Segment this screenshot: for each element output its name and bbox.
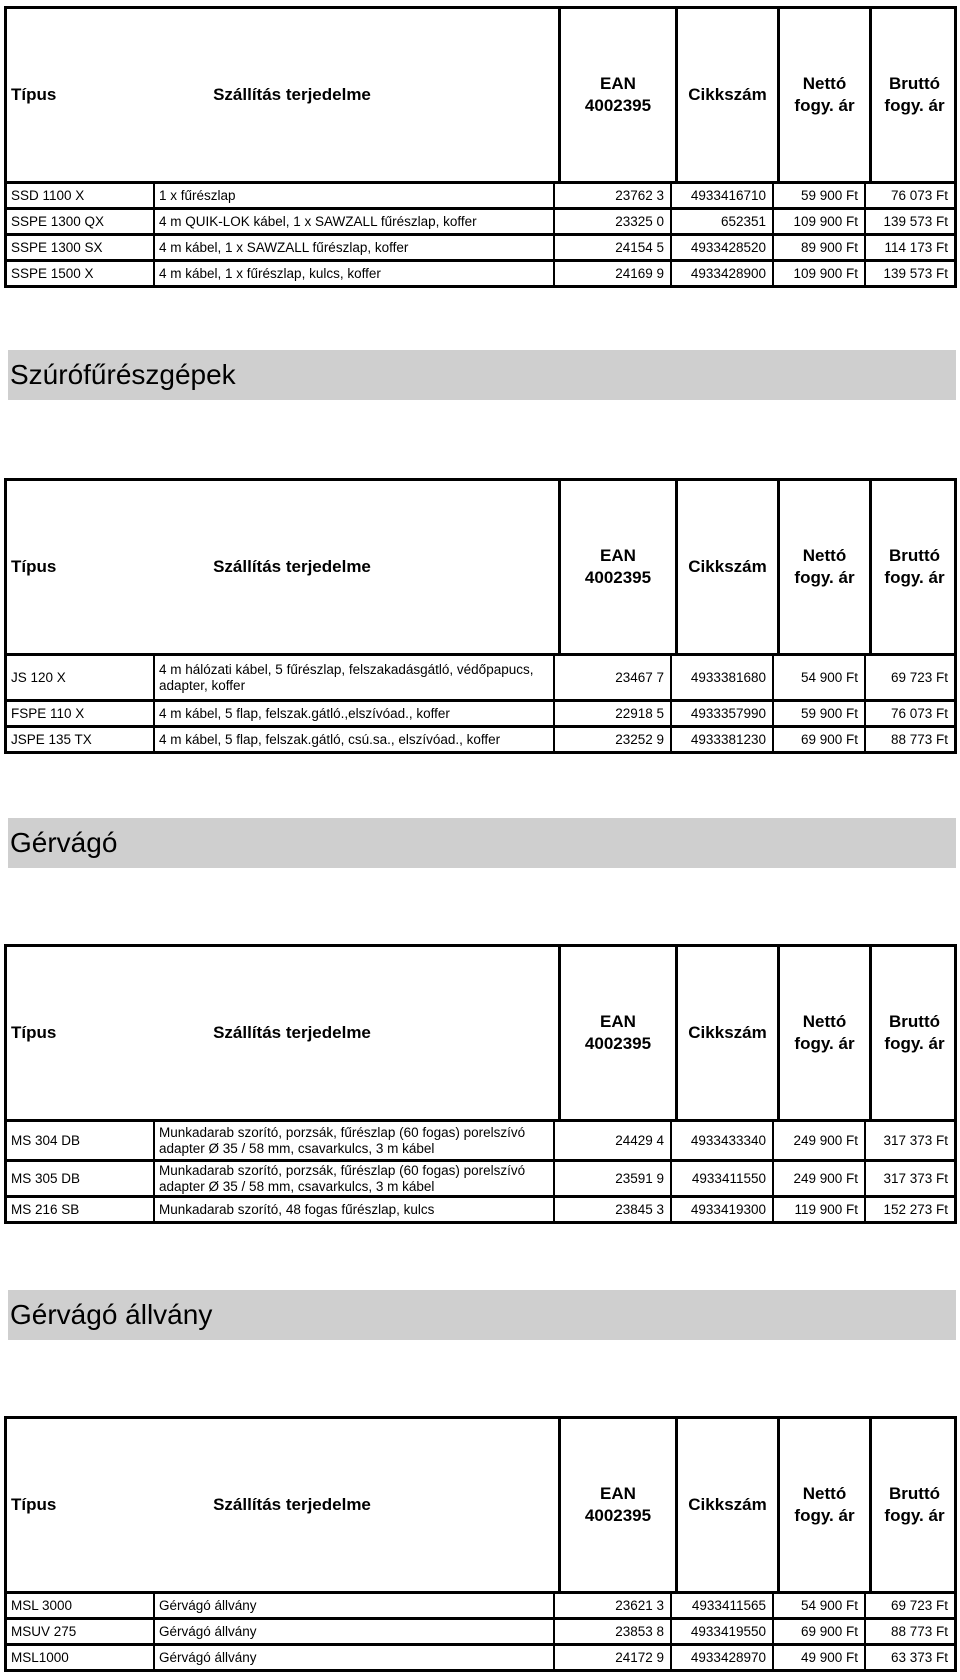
header-netto: Nettó fogy. ár xyxy=(794,1484,855,1525)
cell-ean: 23762 3 xyxy=(555,184,672,207)
cell-ean: 23845 3 xyxy=(555,1198,672,1221)
header-cikkszam: Cikkszám xyxy=(688,1495,767,1514)
cell-szallitas: 4 m QUIK-LOK kábel, 1 x SAWZALL fűrészlap, koffer xyxy=(155,210,555,233)
cell-szallitas: 4 m hálózati kábel, 5 fűrészlap, felszakadásgátló, védőpapucs, adapter, koffer xyxy=(155,656,555,699)
cell-netto: 59 900 Ft xyxy=(774,702,866,725)
cell-netto: 59 900 Ft xyxy=(774,184,866,207)
cell-netto: 49 900 Ft xyxy=(774,1646,866,1669)
cell-szallitas: 4 m kábel, 5 flap, felszak.gátló.,elszívóad., koffer xyxy=(155,702,555,725)
table-3 xyxy=(4,944,957,1224)
cell-netto: 69 900 Ft xyxy=(774,1620,866,1643)
cell-brutto: 88 773 Ft xyxy=(890,1624,948,1639)
header-brutto: Bruttó fogy. ár xyxy=(884,1012,945,1053)
table-row xyxy=(4,1162,957,1198)
header-ean: EAN 4002395 xyxy=(584,1484,652,1525)
header-ean: EAN 4002395 xyxy=(584,546,652,587)
cell-cikkszam: 4933419300 xyxy=(672,1198,774,1221)
header-brutto: Bruttó fogy. ár xyxy=(884,1484,945,1525)
header-szallitas: Szállítás terjedelme xyxy=(213,1023,371,1042)
cell-netto: 89 900 Ft xyxy=(774,236,866,259)
cell-tipus: SSPE 1500 X xyxy=(7,262,155,285)
cell-netto: 54 900 Ft xyxy=(774,656,866,699)
cell-cikkszam: 4933411550 xyxy=(672,1162,774,1195)
cell-szallitas: 4 m kábel, 5 flap, felszak.gátló, csú.sa., elszívóad., koffer xyxy=(155,728,555,751)
table-header xyxy=(4,1416,957,1594)
cell-netto: 249 900 Ft xyxy=(774,1162,866,1195)
table-row xyxy=(4,1646,957,1672)
cell-szallitas: Gérvágó állvány xyxy=(155,1594,555,1617)
table-row xyxy=(4,1620,957,1646)
cell-brutto: 317 373 Ft xyxy=(883,1133,948,1148)
table-header xyxy=(4,6,957,184)
header-tipus: Típus xyxy=(11,1023,57,1042)
header-brutto: Bruttó fogy. ár xyxy=(884,74,945,115)
cell-brutto: 139 573 Ft xyxy=(883,214,948,229)
header-tipus: Típus xyxy=(11,1495,57,1514)
cell-ean: 23325 0 xyxy=(555,210,672,233)
cell-tipus: JS 120 X xyxy=(7,656,155,699)
cell-tipus: FSPE 110 X xyxy=(7,702,155,725)
cell-cikkszam: 4933428520 xyxy=(672,236,774,259)
cell-cikkszam: 4933357990 xyxy=(672,702,774,725)
cell-tipus: JSPE 135 TX xyxy=(7,728,155,751)
header-ean: EAN 4002395 xyxy=(584,1012,652,1053)
table-row xyxy=(4,1594,957,1620)
cell-ean: 23853 8 xyxy=(555,1620,672,1643)
table-row xyxy=(4,210,957,236)
cell-cikkszam: 4933381230 xyxy=(672,728,774,751)
cell-brutto: 139 573 Ft xyxy=(883,266,948,281)
cell-tipus: MS 304 DB xyxy=(7,1122,155,1159)
cell-ean: 22918 5 xyxy=(555,702,672,725)
cell-ean: 23252 9 xyxy=(555,728,672,751)
cell-brutto: 63 373 Ft xyxy=(890,1650,948,1665)
table-row xyxy=(4,728,957,754)
section-title: Szúrófűrészgépek xyxy=(8,350,956,400)
cell-netto: 69 900 Ft xyxy=(774,728,866,751)
cell-cikkszam: 4933381680 xyxy=(672,656,774,699)
table-row xyxy=(4,184,957,210)
section-title: Gérvágó xyxy=(8,818,956,868)
header-cikkszam: Cikkszám xyxy=(688,85,767,104)
cell-szallitas: 1 x fűrészlap xyxy=(155,184,555,207)
cell-szallitas: 4 m kábel, 1 x fűrészlap, kulcs, koffer xyxy=(155,262,555,285)
cell-brutto: 76 073 Ft xyxy=(890,706,948,721)
cell-szallitas: Munkadarab szorító, porzsák, fűrészlap (60 fogas) porelszívó adapter Ø 35 / 58 mm, csavarkulcs, 3 m kábel xyxy=(155,1122,555,1159)
cell-cikkszam: 4933416710 xyxy=(672,184,774,207)
table-4 xyxy=(4,1416,957,1672)
cell-tipus: MS 305 DB xyxy=(7,1162,155,1195)
header-netto: Nettó fogy. ár xyxy=(794,1012,855,1053)
cell-cikkszam: 4933428900 xyxy=(672,262,774,285)
cell-tipus: SSPE 1300 SX xyxy=(7,236,155,259)
section-title: Gérvágó állvány xyxy=(8,1290,956,1340)
cell-brutto: 88 773 Ft xyxy=(890,732,948,747)
cell-szallitas: Munkadarab szorító, 48 fogas fűrészlap, kulcs xyxy=(155,1198,555,1221)
cell-cikkszam: 652351 xyxy=(672,210,774,233)
header-tipus: Típus xyxy=(11,85,57,104)
header-brutto: Bruttó fogy. ár xyxy=(884,546,945,587)
cell-brutto: 114 173 Ft xyxy=(884,240,948,255)
cell-ean: 24154 5 xyxy=(555,236,672,259)
table-row xyxy=(4,702,957,728)
cell-netto: 249 900 Ft xyxy=(774,1122,866,1159)
cell-cikkszam: 4933411565 xyxy=(672,1594,774,1617)
cell-brutto: 69 723 Ft xyxy=(890,670,948,685)
cell-ean: 23621 3 xyxy=(555,1594,672,1617)
header-ean: EAN 4002395 xyxy=(584,74,652,115)
cell-cikkszam: 4933428970 xyxy=(672,1646,774,1669)
cell-brutto: 317 373 Ft xyxy=(883,1171,948,1186)
header-netto: Nettó fogy. ár xyxy=(794,74,855,115)
cell-tipus: MSL1000 xyxy=(7,1646,155,1669)
cell-brutto: 76 073 Ft xyxy=(890,188,948,203)
header-netto: Nettó fogy. ár xyxy=(794,546,855,587)
cell-szallitas: Gérvágó állvány xyxy=(155,1646,555,1669)
cell-cikkszam: 4933433340 xyxy=(672,1122,774,1159)
table-row xyxy=(4,656,957,702)
table-header xyxy=(4,944,957,1122)
cell-ean: 23467 7 xyxy=(555,656,672,699)
table-row xyxy=(4,1122,957,1162)
cell-tipus: MSL 3000 xyxy=(7,1594,155,1617)
header-cikkszam: Cikkszám xyxy=(688,557,767,576)
cell-tipus: MS 216 SB xyxy=(7,1198,155,1221)
cell-netto: 109 900 Ft xyxy=(774,210,866,233)
cell-szallitas: Gérvágó állvány xyxy=(155,1620,555,1643)
cell-cikkszam: 4933419550 xyxy=(672,1620,774,1643)
cell-szallitas: Munkadarab szorító, porzsák, fűrészlap (60 fogas) porelszívó adapter Ø 35 / 58 mm, csavarkulcs, 3 m kábel xyxy=(155,1162,555,1195)
table-row xyxy=(4,1198,957,1224)
cell-szallitas: 4 m kábel, 1 x SAWZALL fűrészlap, koffer xyxy=(155,236,555,259)
cell-ean: 24429 4 xyxy=(555,1122,672,1159)
cell-tipus: SSD 1100 X xyxy=(7,184,155,207)
cell-tipus: SSPE 1300 QX xyxy=(7,210,155,233)
cell-netto: 54 900 Ft xyxy=(774,1594,866,1617)
cell-ean: 24169 9 xyxy=(555,262,672,285)
table-row xyxy=(4,236,957,262)
cell-netto: 119 900 Ft xyxy=(774,1198,866,1221)
table-1 xyxy=(4,6,957,288)
header-cikkszam: Cikkszám xyxy=(688,1023,767,1042)
table-2 xyxy=(4,478,957,754)
table-header xyxy=(4,478,957,656)
cell-netto: 109 900 Ft xyxy=(774,262,866,285)
table-row xyxy=(4,262,957,288)
header-tipus: Típus xyxy=(11,557,57,576)
cell-tipus: MSUV 275 xyxy=(7,1620,155,1643)
cell-ean: 24172 9 xyxy=(555,1646,672,1669)
cell-brutto: 152 273 Ft xyxy=(883,1202,948,1217)
cell-brutto: 69 723 Ft xyxy=(890,1598,948,1613)
header-szallitas: Szállítás terjedelme xyxy=(213,85,371,104)
cell-ean: 23591 9 xyxy=(555,1162,672,1195)
header-szallitas: Szállítás terjedelme xyxy=(213,557,371,576)
header-szallitas: Szállítás terjedelme xyxy=(213,1495,371,1514)
